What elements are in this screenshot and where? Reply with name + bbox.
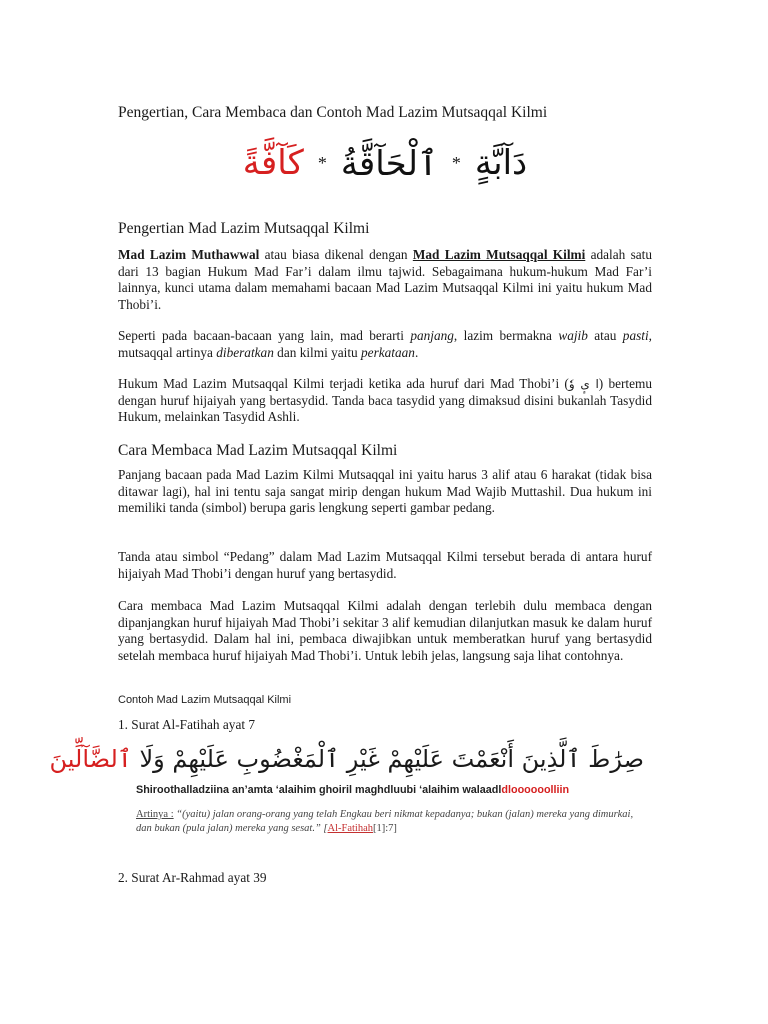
translation-label: Artinya :	[136, 809, 174, 820]
underlined-term: Mad Lazim Mutsaqqal Kilmi	[412, 247, 586, 262]
section-heading-pengertian: Pengertian Mad Lazim Mutsaqqal Kilmi	[118, 220, 370, 237]
hero-word-2: ٱلْحَآقَّةُ	[340, 143, 438, 184]
italic-term: wajib	[558, 328, 588, 343]
bold-term: Mad Lazim Muthawwal	[118, 247, 260, 262]
paragraph-definition	[118, 247, 652, 313]
text-segment: , mutsaqqal artinya	[118, 328, 652, 360]
verse-arabic-main: صِرَٰطَ ٱلَّذِينَ أَنْعَمْتَ عَلَيْهِمْ غَيْرِ ٱلْمَغْضُوبِ عَلَيْهِمْ وَلَا	[131, 745, 644, 773]
hero-separator-2: *	[451, 152, 461, 173]
hero-word-1: كَآفَّةً	[242, 143, 304, 183]
paragraph-meaning	[118, 328, 652, 361]
italic-term: perkataan	[361, 344, 415, 360]
verse-arabic-highlight: ٱلضَّآلِّينَ	[49, 745, 132, 773]
page-title: Pengertian, Cara Membaca dan Contoh Mad Lazim Mutsaqqal Kilmi	[118, 104, 548, 121]
example-2-label: 2. Surat Ar-Rahmad ayat 39	[118, 870, 267, 885]
paragraph-how-to-read: Cara membaca Mad Lazim Mutsaqqal Kilmi adalah dengan terlebih dulu membaca dengan dipanjangkan huruf hijaiyah Mad Thobi’i sekitar 3 alif kemudian dilanjutkan masuk ke dalam huruf yang bertasydid. Dalam hal ini, pembaca diwajibkan untuk memberatkan huruf yang bertasydid setelah membaca huruf hijaiyah Mad Thobi’i. Untuk lebih jelas, langsung saja lihat contohnya.	[118, 598, 652, 663]
mad-thobii-letters: ا ىٕ وٗ	[568, 377, 599, 391]
hero-arabic-words	[230, 138, 540, 188]
paragraph-length: Panjang bacaan pada Mad Lazim Kilmi Mutsaqqal ini yaitu harus 3 alif atau 6 harakat (tidak bisa ditawar lagi), hal ini tentu saja sangat mirip dengan hukum Mad Wajib Muttashil. Dua hukum ini memiliki tanda (simbol) berupa garis lengkung seperti gambar pedang.	[118, 467, 652, 515]
verse-translation	[136, 808, 636, 835]
italic-term: pasti	[622, 328, 649, 343]
hero-separator-1: *	[317, 152, 327, 173]
text-segment: atau	[587, 328, 623, 343]
text-segment: .	[414, 344, 419, 360]
translation-text: “(yaitu) jalan orang-orang yang telah Engkau beri nikmat kepadanya; bukan (jalan) mereka yang dimurkai, dan bukan (pula jalan) mereka yang sesat.” [	[136, 809, 634, 834]
translit-main: Shiroothalladziina an’amta ‘alaihim ghoiril maghdluubi ‘alaihim walaadl	[136, 784, 502, 796]
example-caption: Contoh Mad Lazim Mutsaqqal Kilmi	[118, 694, 292, 706]
text-segment: Seperti pada bacaan-bacaan yang lain, mad berarti	[118, 328, 411, 343]
hero-word-3: دَآبَّةٍ	[474, 143, 528, 183]
verse-image-al-fatihah-7	[49, 742, 652, 852]
text-segment: Hukum Mad Lazim Mutsaqqal Kilmi terjadi ketika ada huruf dari Mad Thobi’i (	[118, 376, 569, 391]
translation-reference-verse: [1]:7]	[373, 822, 397, 834]
text-segment: adalah satu dari 13 bagian Hukum Mad Far’i dalam ilmu tajwid. Sebagaimana hukum-hukum Mad Far’i lainnya, kunci utama dalam memahami bacaan Mad Lazim Mutsaqqal Kilmi ini yaitu hukum Mad Thobi’i.	[118, 247, 653, 312]
example-1-label: 1. Surat Al-Fatihah ayat 7	[118, 717, 256, 732]
translation-reference-link[interactable]: Al-Fatihah	[327, 822, 374, 834]
section-heading-cara-membaca: Cara Membaca Mad Lazim Mutsaqqal Kilmi	[118, 442, 398, 459]
italic-term: diberatkan	[216, 344, 274, 360]
paragraph-rule	[118, 376, 652, 426]
text-segment: atau biasa dikenal dengan	[259, 247, 413, 262]
translit-highlight: dloooooolliin	[501, 784, 570, 796]
text-segment: , lazim bermakna	[453, 328, 559, 343]
verse-transliteration	[136, 784, 569, 796]
verse-arabic-text	[49, 742, 644, 776]
text-segment: dan kilmi yaitu	[273, 344, 362, 360]
italic-term: panjang	[410, 328, 454, 343]
paragraph-symbol: Tanda atau simbol “Pedang” dalam Mad Lazim Mutsaqqal Kilmi tersebut berada di antara huruf hijaiyah Mad Thobi’i dengan huruf yang bertasydid.	[118, 549, 652, 581]
text-segment: ) bertemu dengan huruf hijaiyah yang bertasydid. Tanda baca tasydid yang dimaksud disini bukanlah Tasydid Hukum, melainkan Tasydid Ashli.	[118, 376, 653, 424]
